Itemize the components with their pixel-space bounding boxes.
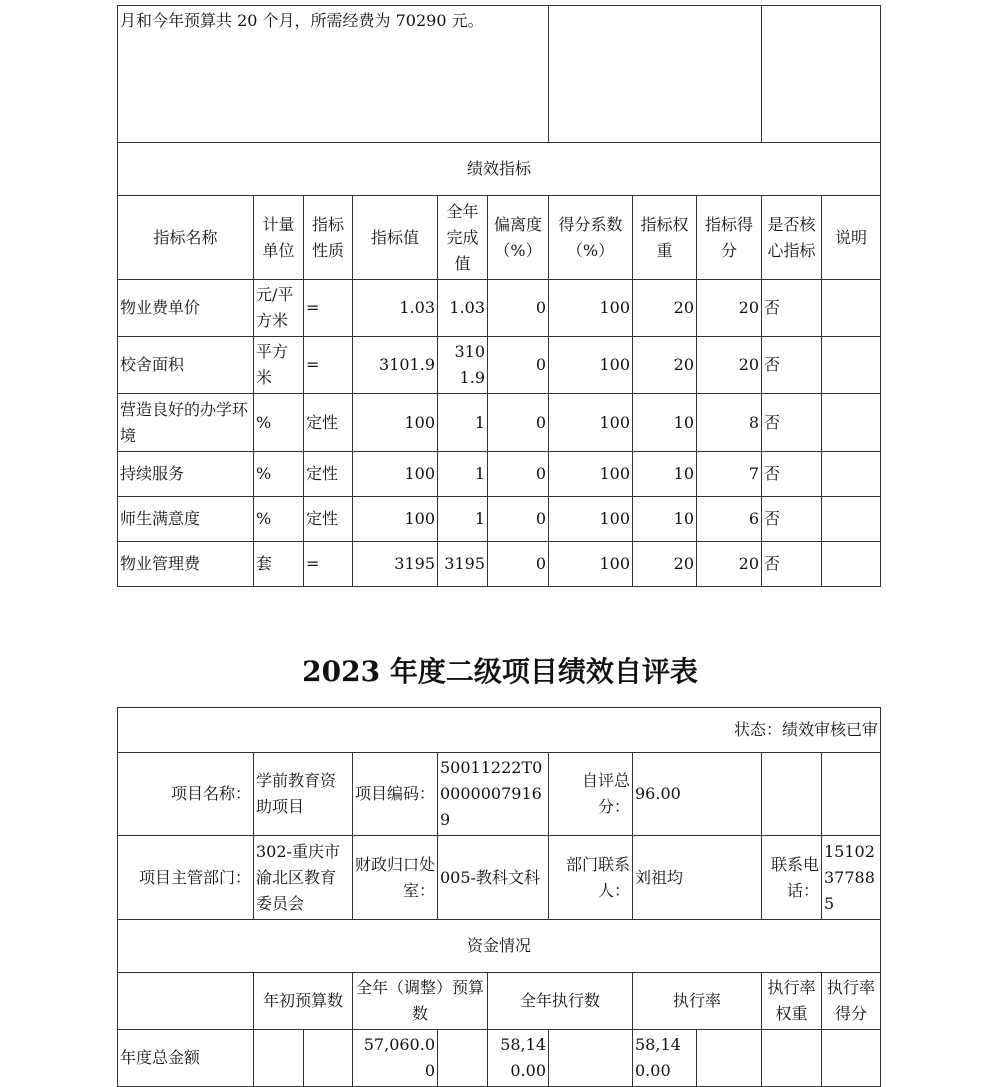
indicator-name: 师生满意度: [118, 497, 254, 542]
empty-cell: [304, 1030, 353, 1087]
indicator-actual: 1: [438, 394, 488, 452]
indicator-note: [822, 394, 881, 452]
executed-value: 58,140.00: [633, 1030, 697, 1087]
indicator-value: 100: [353, 497, 438, 542]
phone-label: 联系电话：: [762, 836, 822, 920]
initial-budget-value: 57,060.00: [353, 1030, 438, 1087]
table-row: [118, 497, 881, 542]
indicator-name: 物业费单价: [118, 280, 254, 337]
empty-cell: [762, 753, 822, 836]
header-note: 说明: [822, 196, 881, 280]
indicator-coefficient: 100: [549, 542, 633, 587]
table-row: [118, 280, 881, 337]
indicator-deviation: 0: [488, 280, 549, 337]
section-title-funds: 资金情况: [118, 920, 881, 973]
section-title-performance: 绩效指标: [118, 143, 881, 196]
header-rate-weight: 执行率权重: [762, 973, 822, 1030]
indicator-deviation: 0: [488, 337, 549, 394]
empty-cell: [822, 1030, 881, 1087]
indicator-nature: 定性: [304, 394, 353, 452]
indicator-score: 6: [697, 497, 762, 542]
finance-value: 005-教科文科: [438, 836, 549, 920]
total-amount-label: 年度总金额: [118, 1030, 254, 1087]
indicator-score: 20: [697, 280, 762, 337]
indicator-name: 物业管理费: [118, 542, 254, 587]
indicator-value: 1.03: [353, 280, 438, 337]
adjusted-budget-value: 58,140.00: [488, 1030, 549, 1087]
header-core: 是否核心指标: [762, 196, 822, 280]
empty-cell: [118, 973, 254, 1030]
indicator-deviation: 0: [488, 394, 549, 452]
header-initial-budget: 年初预算数: [254, 973, 353, 1030]
table-row: [118, 394, 881, 452]
table-row: [118, 452, 881, 497]
indicator-deviation: 0: [488, 542, 549, 587]
project-name-label: 项目名称：: [118, 753, 254, 836]
indicator-value: 100: [353, 452, 438, 497]
empty-cell: [762, 6, 881, 143]
indicator-deviation: 0: [488, 497, 549, 542]
indicator-value: 3195: [353, 542, 438, 587]
indicator-coefficient: 100: [549, 497, 633, 542]
table-row: [118, 542, 881, 587]
self-score-label: 自评总分：: [549, 753, 633, 836]
empty-cell: [438, 1030, 488, 1087]
indicator-nature: =: [304, 542, 353, 587]
empty-cell: [697, 1030, 762, 1087]
header-indicator-name: 指标名称: [118, 196, 254, 280]
indicator-note: [822, 542, 881, 587]
indicator-value: 100: [353, 394, 438, 452]
empty-cell: [549, 6, 762, 143]
project-code-label: 项目编码：: [353, 753, 438, 836]
header-nature: 指标性质: [304, 196, 353, 280]
indicator-weight: 10: [633, 497, 697, 542]
indicator-weight: 20: [633, 337, 697, 394]
indicator-nature: 定性: [304, 452, 353, 497]
indicator-unit: 平方米: [254, 337, 304, 394]
empty-cell: [822, 753, 881, 836]
header-rate-score: 执行率得分: [822, 973, 881, 1030]
indicator-actual: 1: [438, 497, 488, 542]
indicator-coefficient: 100: [549, 394, 633, 452]
header-adjusted-budget: 全年（调整）预算数: [353, 973, 488, 1030]
table-row: [118, 337, 881, 394]
finance-label: 财政归口处室：: [353, 836, 438, 920]
indicator-weight: 10: [633, 394, 697, 452]
header-score: 指标得分: [697, 196, 762, 280]
performance-indicator-table: [117, 5, 881, 587]
indicator-score: 20: [697, 337, 762, 394]
header-executed: 全年执行数: [488, 973, 633, 1030]
indicator-deviation: 0: [488, 452, 549, 497]
indicator-coefficient: 100: [549, 337, 633, 394]
indicator-nature: =: [304, 280, 353, 337]
indicator-weight: 10: [633, 452, 697, 497]
empty-cell: [549, 1030, 633, 1087]
indicator-note: [822, 452, 881, 497]
indicator-note: [822, 497, 881, 542]
indicator-unit: %: [254, 497, 304, 542]
header-actual: 全年完成值: [438, 196, 488, 280]
indicator-actual: 3195: [438, 542, 488, 587]
indicator-score: 7: [697, 452, 762, 497]
contact-value: 刘祖均: [633, 836, 762, 920]
table-row: [118, 1030, 881, 1087]
header-value: 指标值: [353, 196, 438, 280]
indicator-name: 校舍面积: [118, 337, 254, 394]
self-score-value: 96.00: [633, 753, 762, 836]
indicator-weight: 20: [633, 542, 697, 587]
indicator-score: 8: [697, 394, 762, 452]
indicator-actual: 1: [438, 452, 488, 497]
indicator-name: 持续服务: [118, 452, 254, 497]
dept-label: 项目主管部门：: [118, 836, 254, 920]
project-code-value: 50011222T000000079169: [438, 753, 549, 836]
indicator-weight: 20: [633, 280, 697, 337]
indicator-value: 3101.9: [353, 337, 438, 394]
phone-value: 15102377885: [822, 836, 881, 920]
indicator-note: [822, 337, 881, 394]
indicator-core: 否: [762, 280, 822, 337]
empty-cell: [762, 1030, 822, 1087]
indicator-coefficient: 100: [549, 452, 633, 497]
indicator-unit: 套: [254, 542, 304, 587]
indicator-unit: 元/平方米: [254, 280, 304, 337]
page-title: 2023 年度二级项目绩效自评表: [302, 655, 698, 688]
indicator-actual: 1.03: [438, 280, 488, 337]
continued-description: 月和今年预算共 20 个月，所需经费为 70290 元。: [118, 6, 549, 143]
empty-cell: [254, 1030, 304, 1087]
indicator-actual: 3101.9: [438, 337, 488, 394]
indicator-core: 否: [762, 542, 822, 587]
indicator-core: 否: [762, 337, 822, 394]
header-deviation: 偏离度（%）: [488, 196, 549, 280]
status-badge: 状态：绩效审核已审: [118, 708, 881, 753]
indicator-core: 否: [762, 452, 822, 497]
project-name-value: 学前教育资助项目: [254, 753, 353, 836]
indicator-name: 营造良好的办学环境: [118, 394, 254, 452]
dept-value: 302-重庆市渝北区教育委员会: [254, 836, 353, 920]
indicator-core: 否: [762, 497, 822, 542]
indicator-nature: =: [304, 337, 353, 394]
indicator-unit: %: [254, 394, 304, 452]
header-coefficient: 得分系数（%）: [549, 196, 633, 280]
header-unit: 计量单位: [254, 196, 304, 280]
indicator-score: 20: [697, 542, 762, 587]
header-execution-rate: 执行率: [633, 973, 762, 1030]
indicator-nature: 定性: [304, 497, 353, 542]
header-weight: 指标权重: [633, 196, 697, 280]
contact-label: 部门联系人：: [549, 836, 633, 920]
indicator-coefficient: 100: [549, 280, 633, 337]
project-self-evaluation-table: [117, 707, 881, 1087]
indicator-unit: %: [254, 452, 304, 497]
indicator-core: 否: [762, 394, 822, 452]
indicator-note: [822, 280, 881, 337]
